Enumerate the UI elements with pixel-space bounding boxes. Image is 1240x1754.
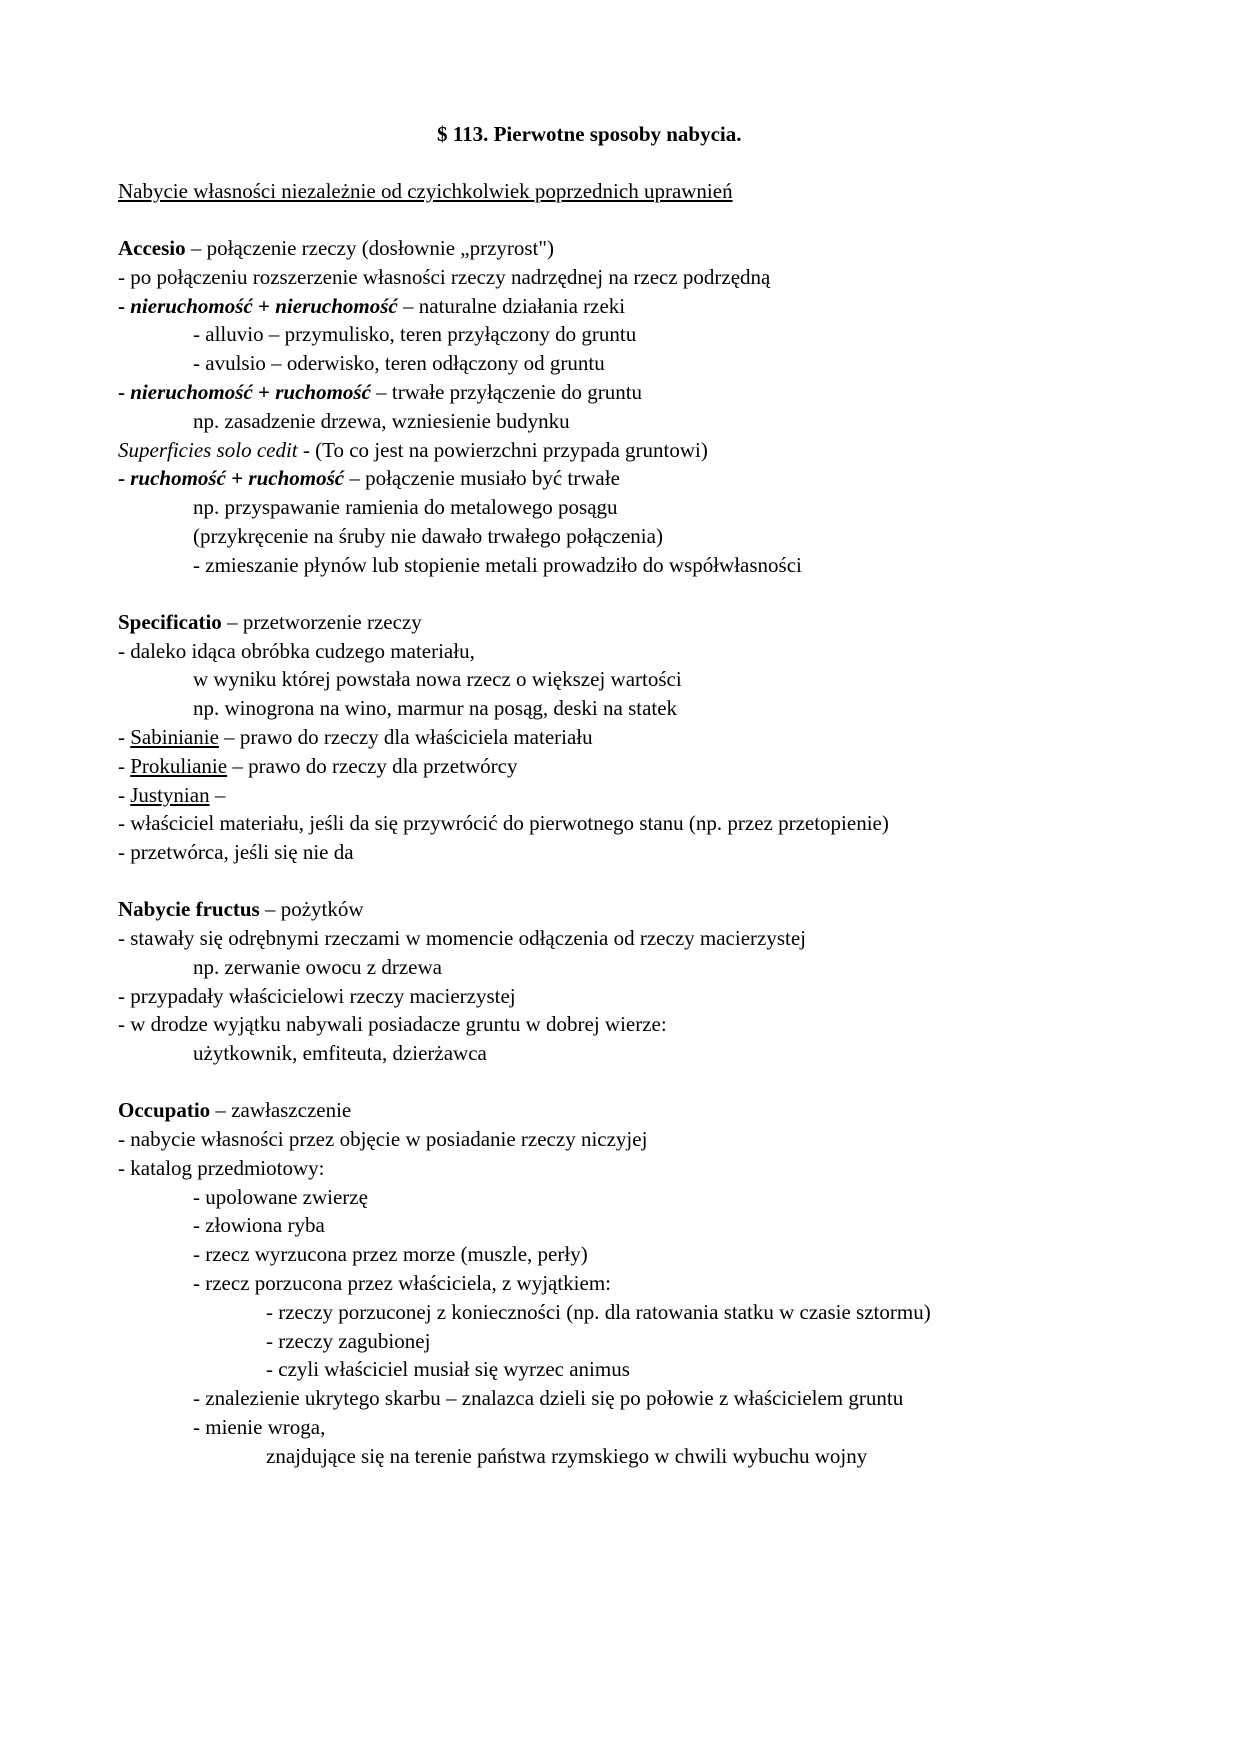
occupatio-heading: Occupatio – zawłaszczenie <box>118 1098 352 1122</box>
specificatio-line-5: - Prokulianie – prawo do rzeczy dla przetwórcy <box>118 754 518 778</box>
occupatio-line-4: - złowiona ryba <box>193 1213 325 1237</box>
specificatio-line-1: - daleko idąca obróbka cudzego materiału, <box>118 639 475 663</box>
accesio-term: Accesio <box>118 236 186 260</box>
accesio-line-1: - po połączeniu rozszerzenie własności rzeczy nadrzędnej na rzecz podrzędną <box>118 265 771 289</box>
occupatio-line-5: - rzecz wyrzucona przez morze (muszle, perły) <box>193 1242 588 1266</box>
specificatio-heading: Specificatio – przetworzenie rzeczy <box>118 610 422 634</box>
specificatio-line-7: - właściciel materiału, jeśli da się przywrócić do pierwotnego stanu (np. przez przetopienie) <box>118 811 889 835</box>
accesio-line-7: Superficies solo cedit - (To co jest na powierzchni przypada gruntowi) <box>118 438 708 462</box>
accesio-line-6: np. zasadzenie drzewa, wzniesienie budynku <box>193 409 570 433</box>
specificatio-line-6: - Justynian – <box>118 783 226 807</box>
fructus-line-3: - przypadały właścicielowi rzeczy macierzystej <box>118 984 516 1008</box>
fructus-heading: Nabycie fructus – pożytków <box>118 897 364 921</box>
accesio-line-10: (przykręcenie na śruby nie dawało trwałego połączenia) <box>193 524 663 548</box>
specificatio-term: Specificatio <box>118 610 222 634</box>
accesio-line-5: - nieruchomość + ruchomość – trwałe przyłączenie do gruntu <box>118 380 643 404</box>
fructus-line-4: - w drodze wyjątku nabywali posiadacze gruntu w dobrej wierze: <box>118 1012 667 1036</box>
accesio-line-11: - zmieszanie płynów lub stopienie metali prowadziło do współwłasności <box>193 553 802 577</box>
school-sabinianie: Sabinianie <box>130 725 219 749</box>
term-nieruchomosc: nieruchomość <box>130 380 253 404</box>
specificatio-line-3: np. winogrona na wino, marmur na posąg, deski na statek <box>193 696 678 720</box>
occupatio-line-10: - znalezienie ukrytego skarbu – znalazca dzieli się po połowie z właścicielem gruntu <box>193 1386 904 1410</box>
intro-line: Nabycie własności niezależnie od czyichkolwiek poprzednich uprawnień <box>118 179 733 203</box>
occupatio-term: Occupatio <box>118 1098 211 1122</box>
occupatio-line-1: - nabycie własności przez objęcie w posiadanie rzeczy niczyjej <box>118 1127 648 1151</box>
occupatio-line-9: - czyli właściciel musiał się wyrzec animus <box>266 1357 630 1381</box>
accesio-line-4: - avulsio – oderwisko, teren odłączony od gruntu <box>193 351 605 375</box>
specificatio-line-4: - Sabinianie – prawo do rzeczy dla właściciela materiału <box>118 725 593 749</box>
latin-maxim: Superficies solo cedit <box>118 438 298 462</box>
occupatio-line-12: znajdujące się na terenie państwa rzymskiego w chwili wybuchu wojny <box>266 1444 868 1468</box>
accesio-heading <box>118 234 554 262</box>
fructus-line-1: - stawały się odrębnymi rzeczami w momencie odłączenia od rzeczy macierzystej <box>118 926 807 950</box>
accesio-line-9: np. przyspawanie ramienia do metalowego posągu <box>193 495 618 519</box>
school-prokulianie: Prokulianie <box>130 754 228 778</box>
occupatio-line-2: - katalog przedmiotowy: <box>118 1156 325 1180</box>
fructus-line-2: np. zerwanie owocu z drzewa <box>193 955 442 979</box>
accesio-line-2: - nieruchomość + nieruchomość – naturalne działania rzeki <box>118 294 626 318</box>
term-ruchomosc: ruchomość <box>130 466 226 490</box>
accesio-def: – połączenie rzeczy (dosłownie „przyrost") <box>185 236 554 260</box>
fructus-line-5: użytkownik, emfiteuta, dzierżawca <box>193 1041 487 1065</box>
term-nieruchomosc: nieruchomość <box>275 294 398 318</box>
accesio-line-3: - alluvio – przymulisko, teren przyłączony do gruntu <box>193 322 637 346</box>
term-ruchomosc: ruchomość <box>275 380 371 404</box>
specificatio-line-2: w wyniku której powstała nowa rzecz o większej wartości <box>193 667 682 691</box>
term-ruchomosc: ruchomość <box>248 466 345 490</box>
term-nieruchomosc: nieruchomość <box>130 294 253 318</box>
occupatio-line-8: - rzeczy zagubionej <box>266 1329 431 1353</box>
occupatio-line-3: - upolowane zwierzę <box>193 1185 368 1209</box>
occupatio-line-7: - rzeczy porzuconej z konieczności (np. dla ratowania statku w czasie sztormu) <box>266 1300 931 1324</box>
accesio-line-8: - ruchomość + ruchomość – połączenie musiało być trwałe <box>118 466 620 490</box>
occupatio-line-6: - rzecz porzucona przez właściciela, z wyjątkiem: <box>193 1271 612 1295</box>
occupatio-line-11: - mienie wroga, <box>193 1415 326 1439</box>
specificatio-line-8: - przetwórca, jeśli się nie da <box>118 840 354 864</box>
name-justynian: Justynian <box>130 783 210 807</box>
page-title: $ 113. Pierwotne sposoby nabycia. <box>437 122 742 146</box>
fructus-term: Nabycie fructus <box>118 897 260 921</box>
